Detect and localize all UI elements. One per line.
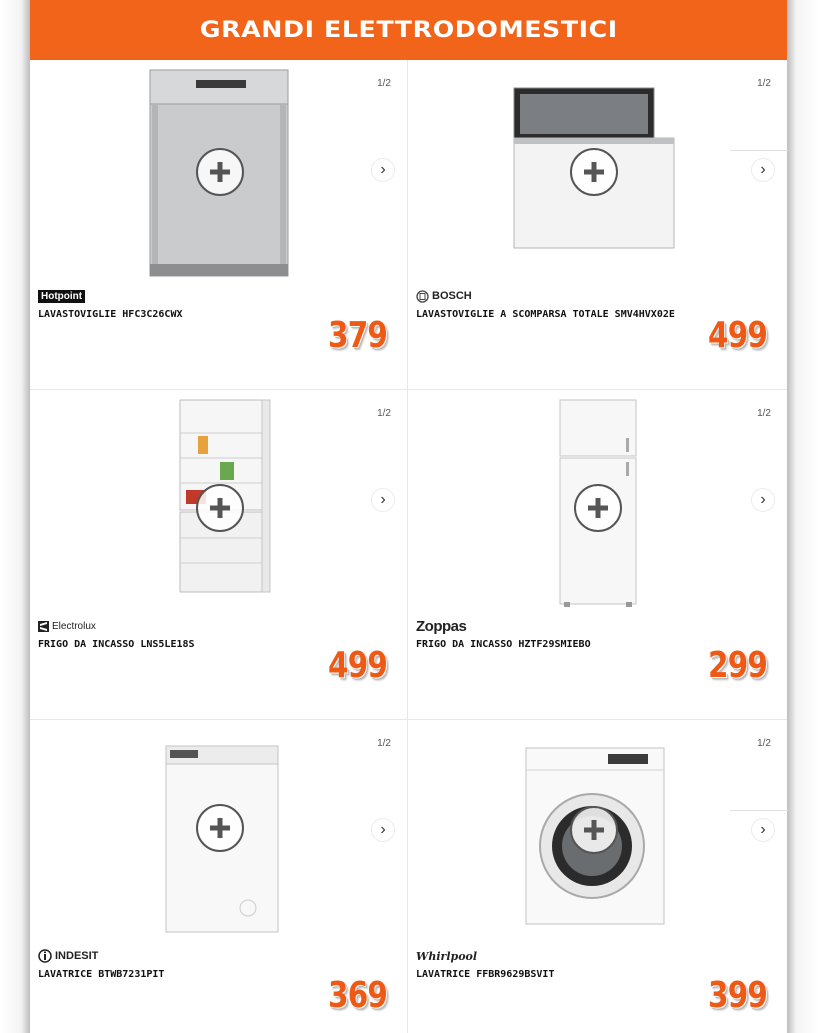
flyer-page	[30, 0, 787, 1033]
next-image-button[interactable]	[751, 488, 775, 512]
chevron-right-icon: ›	[760, 491, 766, 508]
product-price: 299	[707, 645, 767, 686]
chevron-right-icon: ›	[760, 821, 766, 838]
plus-icon	[583, 819, 605, 841]
chevron-right-icon: ›	[380, 491, 386, 508]
product-card-whirlpool[interactable]	[408, 720, 787, 1033]
product-name: LAVASTOVIGLIE A SCOMPARSA TOTALE SMV4HVX02E	[416, 309, 675, 320]
image-pager: 1/2	[757, 78, 771, 89]
next-image-button[interactable]	[371, 488, 395, 512]
indesit-logo-icon	[38, 949, 52, 963]
plus-icon	[583, 161, 605, 183]
product-name: LAVATRICE FFBR9629BSVIT	[416, 969, 555, 980]
image-pager: 1/2	[377, 78, 391, 89]
next-card-peek	[730, 810, 788, 811]
image-pager: 1/2	[757, 408, 771, 419]
next-card-peek	[730, 150, 788, 151]
product-image[interactable]	[488, 68, 708, 283]
product-image[interactable]	[110, 68, 330, 283]
brand-logo: Whirlpool	[416, 949, 478, 963]
product-name: LAVASTOVIGLIE HFC3C26CWX	[38, 309, 183, 320]
section-banner	[30, 0, 787, 60]
zoom-button[interactable]	[574, 484, 622, 532]
product-grid	[30, 60, 787, 1033]
chevron-right-icon: ›	[380, 821, 386, 838]
section-title: GRANDI ELETTRODOMESTICI	[199, 17, 618, 43]
product-card-bosch[interactable]	[408, 60, 787, 390]
page-shadow-right	[787, 0, 818, 1033]
product-image[interactable]	[110, 728, 330, 943]
chevron-right-icon: ›	[380, 161, 386, 178]
image-pager: 1/2	[377, 738, 391, 749]
brand-logo: Electrolux	[38, 618, 96, 634]
plus-icon	[209, 817, 231, 839]
chevron-right-icon: ›	[760, 161, 766, 178]
zoom-button[interactable]	[196, 484, 244, 532]
brand-logo: Hotpoint	[38, 288, 85, 304]
brand-logo: INDESIT	[38, 948, 98, 964]
product-card-electrolux[interactable]	[30, 390, 408, 720]
product-name: FRIGO DA INCASSO HZTF29SMIEBO	[416, 639, 591, 650]
product-price: 399	[707, 975, 767, 1016]
image-pager: 1/2	[377, 408, 391, 419]
brand-logo: BOSCH	[416, 288, 472, 304]
image-pager: 1/2	[757, 738, 771, 749]
next-image-button[interactable]	[751, 818, 775, 842]
product-name: LAVATRICE BTWB7231PIT	[38, 969, 165, 980]
product-image[interactable]	[110, 398, 330, 613]
next-image-button[interactable]	[371, 818, 395, 842]
product-price: 369	[327, 975, 387, 1016]
page-shadow-left	[0, 0, 30, 1033]
next-image-button[interactable]	[371, 158, 395, 182]
plus-icon	[587, 497, 609, 519]
product-image[interactable]	[488, 398, 708, 613]
bosch-logo-icon	[416, 290, 429, 303]
product-price: 379	[327, 315, 387, 356]
product-name: FRIGO DA INCASSO LNS5LE18S	[38, 639, 195, 650]
product-card-indesit[interactable]	[30, 720, 408, 1033]
zoom-button[interactable]	[570, 806, 618, 854]
plus-icon	[209, 161, 231, 183]
next-image-button[interactable]	[751, 158, 775, 182]
zoom-button[interactable]	[196, 804, 244, 852]
zoom-button[interactable]	[196, 148, 244, 196]
zoom-button[interactable]	[570, 148, 618, 196]
product-image[interactable]	[488, 728, 708, 943]
product-price: 499	[707, 315, 767, 356]
electrolux-logo-icon	[38, 621, 49, 632]
brand-logo: Zoppas	[416, 617, 467, 635]
product-card-zoppas[interactable]	[408, 390, 787, 720]
plus-icon	[209, 497, 231, 519]
product-price: 499	[327, 645, 387, 686]
product-card-hotpoint[interactable]	[30, 60, 408, 390]
